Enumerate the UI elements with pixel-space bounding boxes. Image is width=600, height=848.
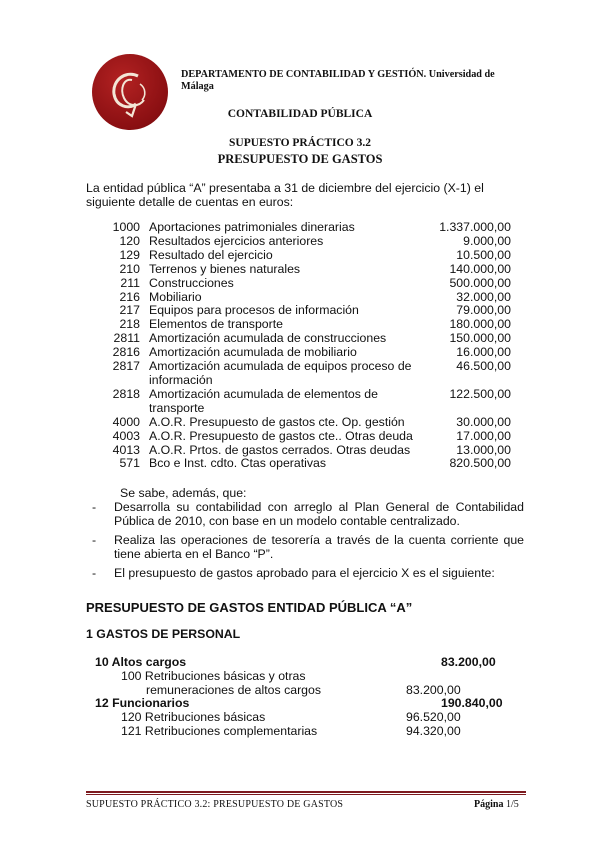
- chapter-heading: 1 GASTOS DE PERSONAL: [86, 627, 241, 641]
- bullet-dash: -: [92, 533, 97, 547]
- account-amount: 17.000,00: [456, 428, 511, 443]
- budget-title: PRESUPUESTO DE GASTOS ENTIDAD PÚBLICA “A”: [86, 600, 413, 615]
- account-code: 571: [119, 456, 140, 471]
- concept-line: 120 Retribuciones básicas: [121, 710, 266, 724]
- bullet-item: [92, 566, 524, 580]
- account-row: [86, 304, 518, 318]
- concept-amount: 83.200,00: [406, 683, 461, 697]
- account-code: 4000: [112, 414, 140, 429]
- account-row: [86, 318, 518, 332]
- account-code: 4003: [112, 428, 140, 443]
- account-row: [86, 249, 518, 263]
- account-desc: Construcciones: [149, 275, 234, 290]
- account-amount: 46.500,00: [456, 359, 511, 374]
- account-amount: 30.000,00: [456, 414, 511, 429]
- page-number: [474, 799, 519, 810]
- footer-rule-thin: [86, 794, 526, 795]
- account-desc: Mobiliario: [149, 289, 202, 304]
- account-code: 218: [119, 317, 140, 332]
- account-amount: 32.000,00: [456, 289, 511, 304]
- account-row: [86, 444, 518, 458]
- account-amount: 13.000,00: [456, 442, 511, 457]
- account-code: 4013: [112, 442, 140, 457]
- account-row: [86, 457, 518, 471]
- bullet-dash: -: [92, 566, 97, 580]
- account-amount: 140.000,00: [449, 261, 511, 276]
- se-sabe-text: Se sabe, además, que:: [120, 486, 247, 500]
- account-amount: 10.500,00: [456, 247, 511, 262]
- concept-amount: 94.320,00: [406, 724, 461, 738]
- account-row: [86, 235, 518, 249]
- account-amount: 16.000,00: [456, 345, 511, 360]
- article-total: 83.200,00: [441, 655, 496, 669]
- account-code: 1000: [112, 220, 140, 234]
- account-amount: 1.337.000,00: [439, 220, 511, 234]
- account-code: 129: [119, 247, 140, 262]
- account-code: 217: [119, 303, 140, 318]
- account-amount: 150.000,00: [449, 331, 511, 346]
- account-desc: A.O.R. Presupuesto de gastos cte. Op. gestión: [149, 414, 405, 429]
- account-code: 2818: [112, 386, 140, 401]
- account-code: 211: [120, 275, 140, 290]
- account-code: 2817: [112, 359, 140, 374]
- bullet-dash: -: [92, 500, 97, 514]
- intro-paragraph: La entidad pública “A” presentaba a 31 de diciembre del ejercicio (X-1) el siguiente detalle de cuentas en euros:: [86, 181, 484, 209]
- department-header: DEPARTAMENTO DE CONTABILIDAD Y GESTIÓN. Universidad de Málaga: [181, 69, 495, 92]
- account-amount: 122.500,00: [449, 386, 511, 401]
- account-desc: Amortización acumulada de equipos proceso de información: [149, 359, 412, 387]
- account-desc: Terrenos y bienes naturales: [149, 261, 301, 276]
- concept-amount: 96.520,00: [406, 710, 461, 724]
- account-desc: A.O.R. Prtos. de gastos cerrados. Otras deudas: [149, 442, 411, 457]
- article-label: 12 Funcionarios: [95, 696, 190, 710]
- account-amount: 9.000,00: [463, 233, 511, 248]
- account-code: 216: [119, 289, 140, 304]
- concept-line: remuneraciones de altos cargos: [146, 683, 321, 697]
- account-row: [86, 221, 518, 235]
- account-row: [86, 430, 518, 444]
- bullet-text: Realiza las operaciones de tesorería a través de la cuenta corriente que tiene abierta en el Banco “P”.: [114, 533, 524, 561]
- account-desc: A.O.R. Presupuesto de gastos cte.. Otras deuda: [149, 428, 413, 443]
- account-desc: Bco e Inst. cdto. Ctas operativas: [149, 456, 327, 471]
- page-label: Página: [474, 799, 504, 810]
- account-row: [86, 277, 518, 291]
- accounts-table: [86, 221, 518, 471]
- account-amount: 180.000,00: [449, 317, 511, 332]
- account-desc: Amortización acumulada de construcciones: [149, 331, 387, 346]
- bullet-text: El presupuesto de gastos aprobado para el ejercicio X es el siguiente:: [114, 566, 495, 580]
- account-code: 2811: [113, 331, 140, 346]
- account-amount: 500.000,00: [449, 275, 511, 290]
- account-row: [86, 360, 518, 388]
- account-desc: Elementos de transporte: [149, 317, 283, 332]
- account-desc: Resultado del ejercicio: [149, 247, 273, 262]
- footer-rule: [86, 791, 526, 793]
- page-value: 1/5: [505, 799, 519, 810]
- account-row: [86, 291, 518, 305]
- account-row: [86, 263, 518, 277]
- article-label: 10 Altos cargos: [95, 655, 187, 669]
- account-desc: Amortización acumulada de elementos de transporte: [149, 386, 378, 415]
- concept-line: 100 Retribuciones básicas y otras: [121, 669, 306, 683]
- account-row: [86, 416, 518, 430]
- account-amount: 79.000,00: [456, 303, 511, 318]
- account-row: [86, 388, 518, 416]
- account-amount: 820.500,00: [449, 456, 511, 471]
- bullet-item: [92, 500, 524, 528]
- concept-line: 121 Retribuciones complementarias: [121, 724, 318, 738]
- bullet-text: Desarrolla su contabilidad con arreglo al Plan General de Contabilidad Pública de 2010, con base en un modelo contable centralizado.: [114, 500, 524, 528]
- account-code: 2816: [112, 345, 140, 360]
- account-desc: Resultados ejercicios anteriores: [149, 233, 324, 248]
- account-desc: Equipos para procesos de información: [149, 303, 359, 318]
- subject-title: CONTABILIDAD PÚBLICA: [227, 108, 373, 120]
- account-code: 120: [119, 233, 140, 248]
- article-total: 190.840,00: [441, 696, 503, 710]
- account-row: [86, 346, 518, 360]
- case-title: SUPUESTO PRÁCTICO 3.2: [229, 137, 371, 149]
- account-desc: Amortización acumulada de mobiliario: [149, 345, 357, 360]
- account-code: 210: [119, 261, 140, 276]
- case-subtitle: PRESUPUESTO DE GASTOS: [217, 152, 383, 166]
- bullet-item: [92, 533, 524, 561]
- footer-title: SUPUESTO PRÁCTICO 3.2: PRESUPUESTO DE GASTOS: [86, 799, 344, 810]
- account-desc: Aportaciones patrimoniales dinerarias: [149, 220, 355, 234]
- account-row: [86, 332, 518, 346]
